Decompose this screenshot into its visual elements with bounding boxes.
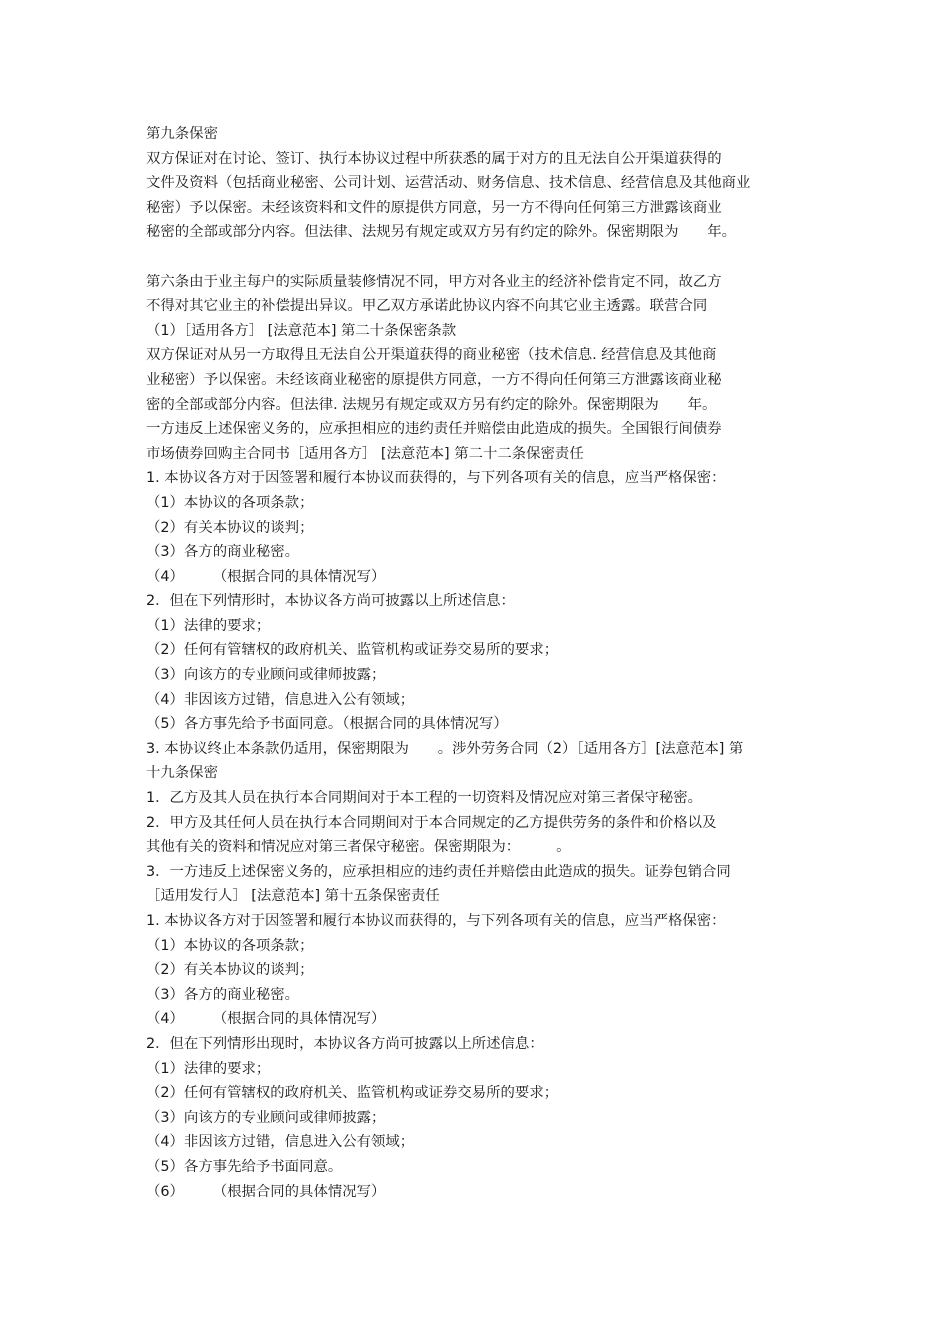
document-body — [146, 122, 818, 1204]
text-line: ［适用发行人］ [法意范本] 第十五条保密责任 — [146, 888, 440, 905]
text-line: 1. 本协议各方对于因签署和履行本协议而获得的，与下列各项有关的信息，应当严格保密： — [146, 913, 726, 929]
text-line: 一方违反上述保密义务的，应承担相应的违约责任并赔偿由此造成的损失。全国银行间债券 — [146, 421, 722, 438]
text-line: 2．甲方及其任何人员在执行本合同期间对于本合同规定的乙方提供劳务的条件和价格以及 — [146, 814, 717, 831]
text-line: （1）本协议的各项条款； — [146, 494, 314, 511]
clause-confidentiality-block — [146, 122, 818, 245]
text-line: 市场债券回购主合同书［适用各方］ [法意范本] 第二十二条保密责任 — [146, 445, 584, 462]
text-line: （2）任何有管辖权的政府机关、监管机构或证券交易所的要求； — [146, 1085, 559, 1102]
text-line: 密的全部或部分内容。但法律. 法规另有规定或双方另有约定的除外。保密期限为 年。 — [146, 396, 717, 413]
paragraph-gap — [146, 245, 818, 270]
text-line: 3. 本协议终止本条款仍适用，保密期限为 。涉外劳务合同（2）［适用各方］[法意范本] 第 — [146, 740, 744, 757]
text-line: （1）本协议的各项条款； — [146, 937, 314, 954]
text-line: （1）［适用各方］ [法意范本] 第二十条保密条款 — [146, 322, 457, 339]
text-line: （3）各方的商业秘密。 — [146, 986, 300, 1003]
text-line: 双方保证对在讨论、签订、执行本协议过程中所获悉的属于对方的且无法自公开渠道获得的 — [146, 150, 722, 167]
text-line: 1. 本协议各方对于因签署和履行本协议而获得的，与下列各项有关的信息，应当严格保密： — [146, 470, 726, 487]
text-line: 双方保证对从另一方取得且无法自公开渠道获得的商业秘密（技术信息. 经营信息及其他商 — [146, 347, 717, 364]
text-line: （1）法律的要求； — [146, 1060, 271, 1077]
text-line: （6） （根据合同的具体情况写） — [146, 1183, 386, 1200]
text-line: （4） （根据合同的具体情况写） — [146, 568, 386, 585]
text-line: （5）各方事先给予书面同意。 — [146, 1158, 343, 1175]
text-line: 第六条由于业主每户的实际质量装修情况不同，甲方对各业主的经济补偿肯定不同，故乙方 — [146, 273, 722, 290]
text-line: 不得对其它业主的补偿提出异议。甲乙双方承诺此协议内容不向其它业主透露。联营合同 — [146, 298, 708, 315]
text-line: （1）法律的要求； — [146, 617, 271, 634]
text-line: （3）向该方的专业顾问或律师披露； — [146, 667, 386, 684]
text-line: 文件及资料（包括商业秘密、公司计划、运营活动、财务信息、技术信息、经营信息及其他商业 — [146, 175, 751, 192]
text-line: （2）任何有管辖权的政府机关、监管机构或证券交易所的要求； — [146, 642, 559, 659]
text-line: （4）非因该方过错，信息进入公有领域； — [146, 1134, 415, 1151]
text-line: 其他有关的资料和情况应对第三者保守秘密。保密期限为： 。 — [146, 839, 571, 856]
text-line: （5）各方事先给予书面同意。（根据合同的具体情况写） — [146, 716, 508, 733]
text-line: 第九条保密 — [146, 126, 218, 142]
text-line: 业秘密）予以保密。未经该商业秘密的原提供方同意，一方不得向任何第三方泄露该商业秘 — [146, 371, 722, 388]
text-line: （2）有关本协议的谈判； — [146, 962, 314, 979]
text-line: 秘密的全部或部分内容。但法律、法规另有规定或双方另有约定的除外。保密期限为 年。 — [146, 224, 737, 241]
text-line: 2．但在下列情形时，本协议各方尚可披露以上所述信息： — [146, 593, 515, 610]
text-line: （4） （根据合同的具体情况写） — [146, 1011, 386, 1028]
text-line: （2）有关本协议的谈判； — [146, 519, 314, 536]
text-line: 十九条保密 — [146, 765, 218, 782]
text-line: （3）各方的商业秘密。 — [146, 544, 300, 561]
text-line: 3．一方违反上述保密义务的，应承担相应的违约责任并赔偿由此造成的损失。证券包销合同 — [146, 863, 731, 880]
text-line: 秘密）予以保密。未经该资料和文件的原提供方同意，另一方不得向任何第三方泄露该商业 — [146, 199, 722, 216]
text-line: 2．但在下列情形出现时，本协议各方尚可披露以上所述信息： — [146, 1035, 544, 1052]
text-line: （3）向该方的专业顾问或律师披露； — [146, 1109, 386, 1126]
contract-excerpts-block — [146, 270, 818, 1205]
text-line: 1．乙方及其人员在执行本合同期间对于本工程的一切资料及情况应对第三者保守秘密。 — [146, 790, 703, 807]
text-line: （4）非因该方过错，信息进入公有领域； — [146, 691, 415, 708]
